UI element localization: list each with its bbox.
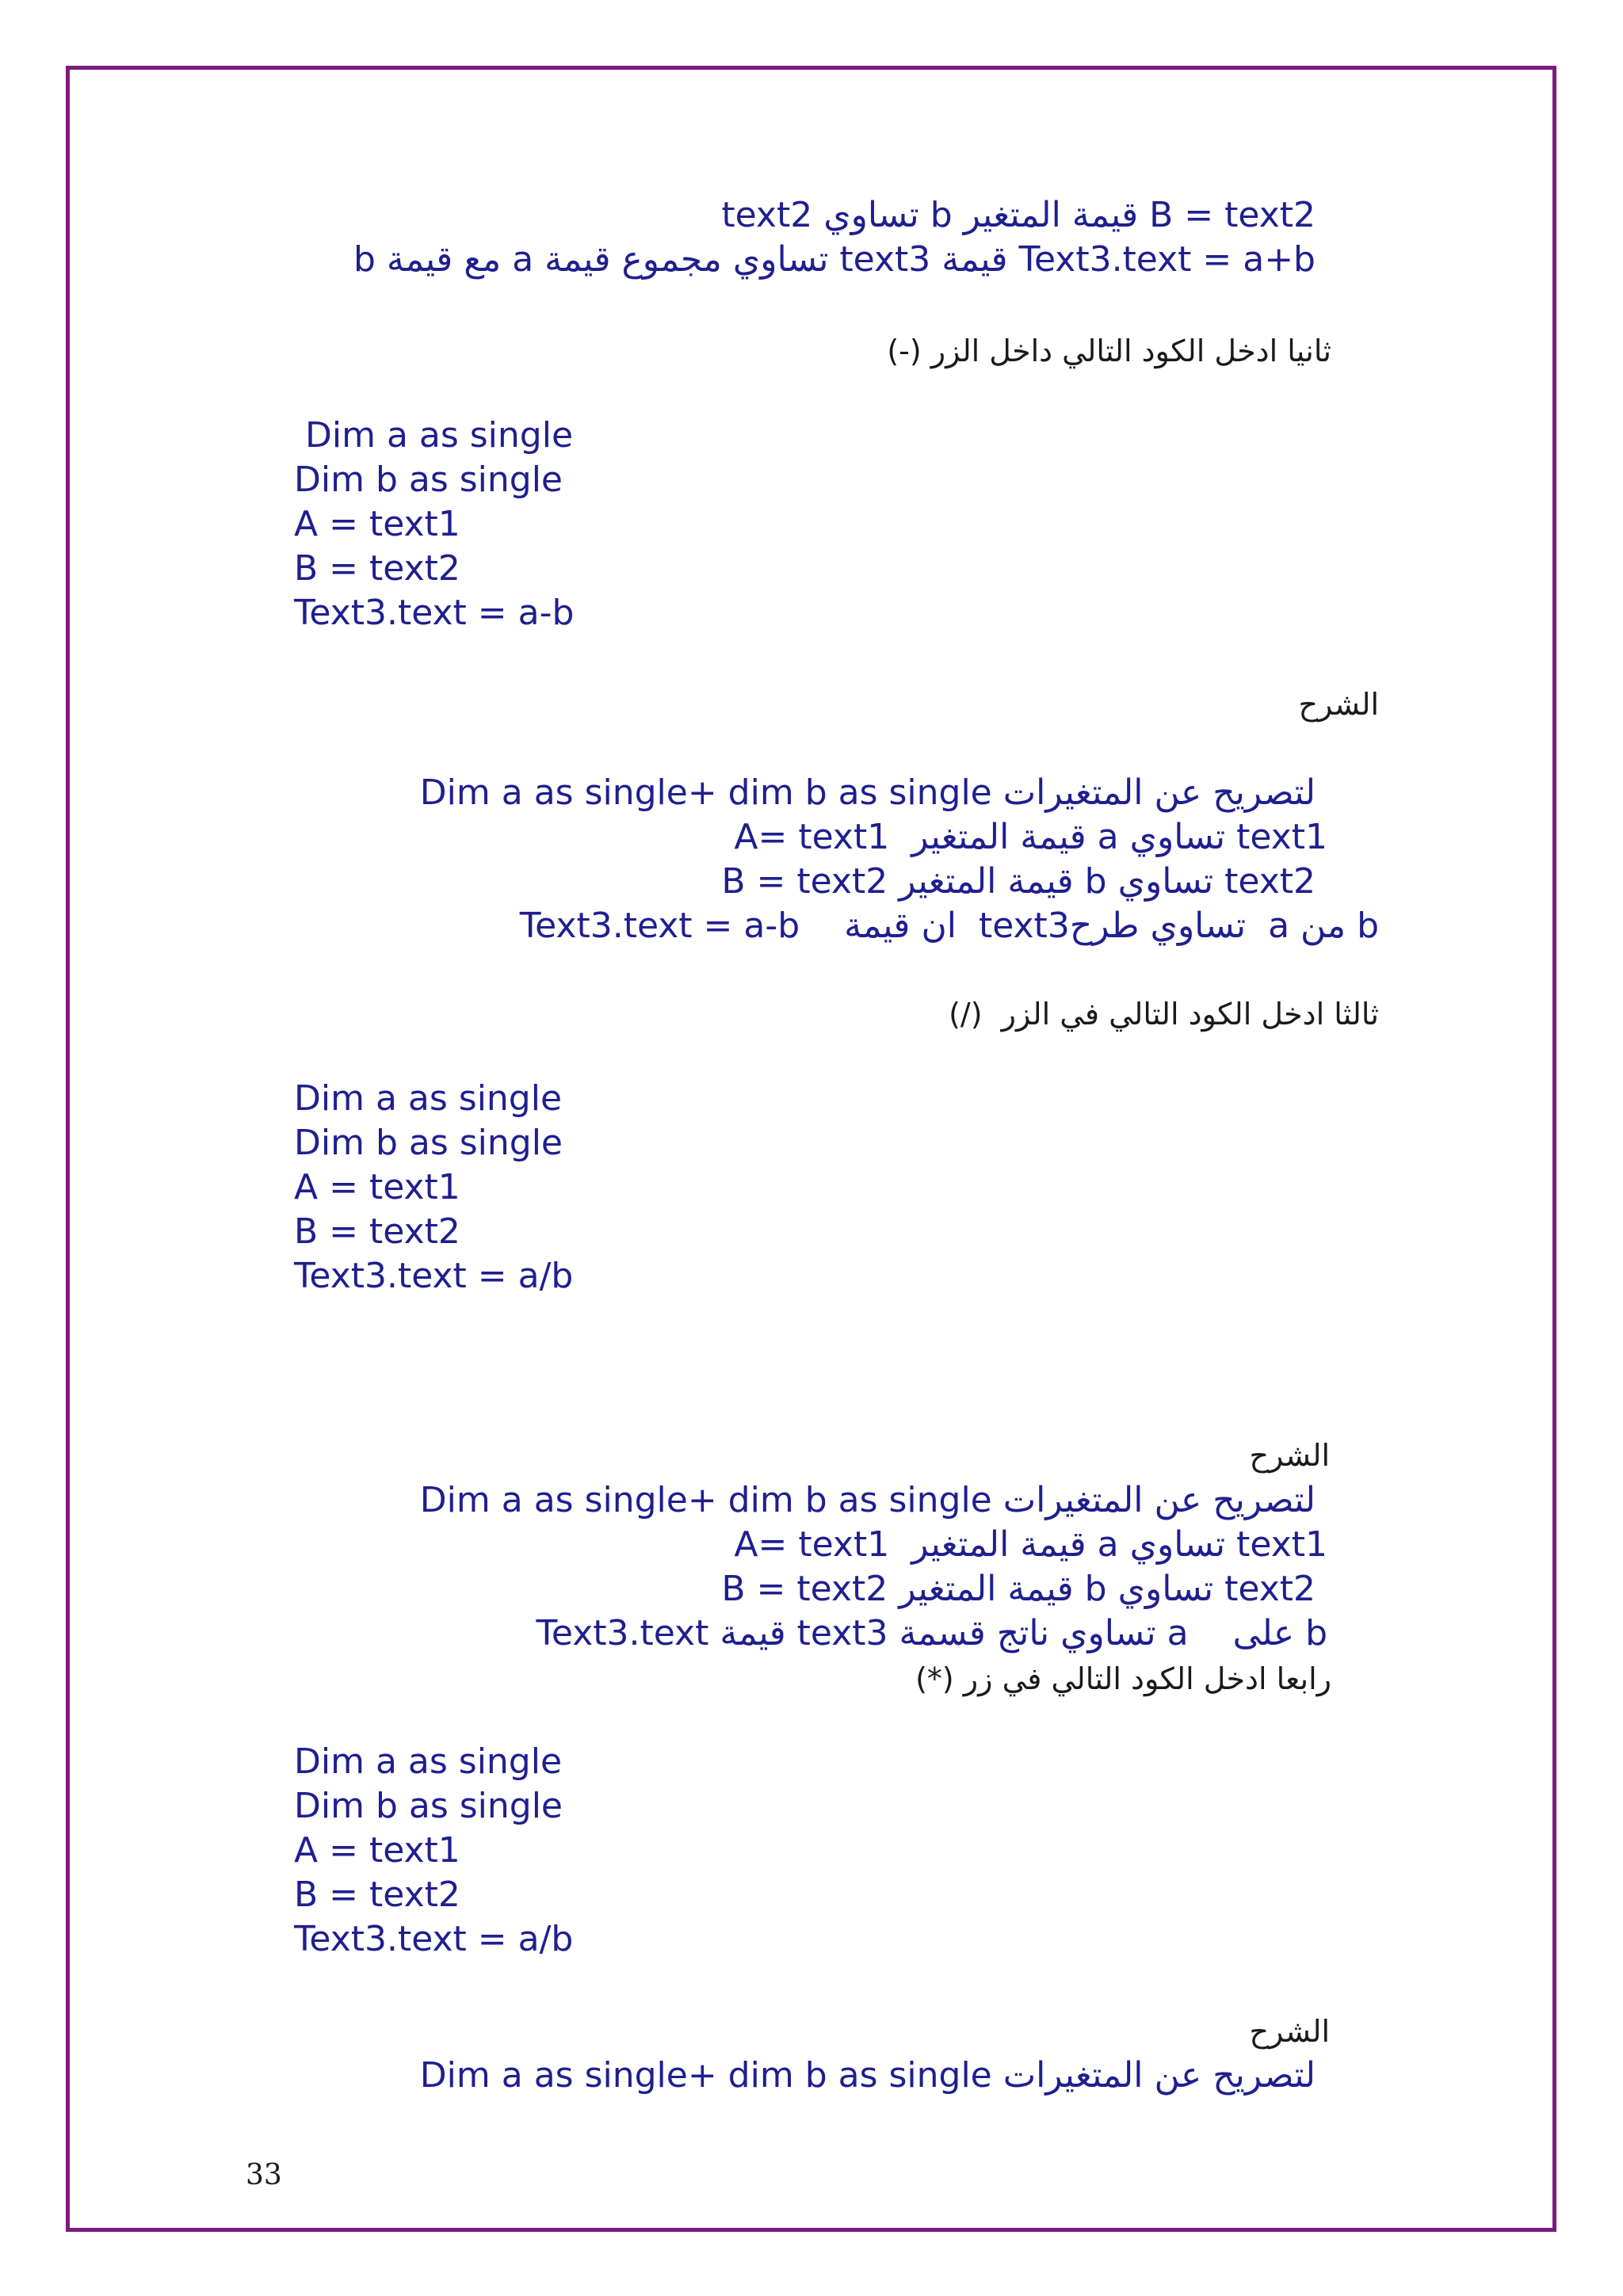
code-line: Dim a as single [294, 1078, 563, 1119]
code-line: B = text2 [294, 1211, 460, 1252]
section-minus-heading: ثانيا ادخل الكود التالي داخل الزر (-) [887, 334, 1331, 368]
explain-title: الشرح [1249, 2014, 1330, 2049]
intro-line-1: text2 تساوي b قيمة المتغير B = text2 [721, 195, 1316, 235]
page-border [66, 66, 1556, 2232]
code-line: Dim a as single [294, 415, 574, 456]
explain-title: الشرح [1298, 687, 1379, 722]
code-line: Text3.text = a-b [294, 593, 575, 633]
code-line: Text3.text = a/b [294, 1256, 574, 1296]
code-line: Dim a as single [294, 1741, 563, 1782]
code-line: B = text2 [294, 1875, 460, 1915]
explain-line: A= text1 قيمة المتغير a تساوي text1 [734, 817, 1327, 857]
explain-title: الشرح [1249, 1438, 1330, 1473]
code-line: A = text1 [294, 1167, 460, 1207]
explain-line: B = text2 قيمة المتغير b تساوي text2 [721, 1569, 1316, 1609]
code-line: A = text1 [294, 504, 460, 544]
code-line: Dim b as single [294, 1786, 563, 1826]
code-line: Dim b as single [294, 1123, 563, 1163]
code-line: Dim b as single [294, 460, 563, 500]
explain-line: B = text2 قيمة المتغير b تساوي text2 [721, 861, 1316, 902]
explain-line: A= text1 قيمة المتغير a تساوي text1 [734, 1524, 1327, 1565]
explain-line: Dim a as single+ dim b as single لتصريح عن المتغيرات [419, 1480, 1316, 1520]
section-divide-heading: ثالثا ادخل الكود التالي في الزر (/) [949, 997, 1379, 1032]
explain-line: Dim a as single+ dim b as single لتصريح عن المتغيرات [419, 2055, 1316, 2096]
explain-line: Dim a as single+ dim b as single لتصريح عن المتغيرات [419, 772, 1316, 813]
explain-line: Text3.text قيمة text3 تساوي ناتج قسمة a على b [536, 1613, 1327, 1653]
code-line: B = text2 [294, 548, 460, 589]
section-multiply-heading: رابعا ادخل الكود التالي في زر (*) [915, 1661, 1331, 1696]
code-line: A = text1 [294, 1830, 460, 1871]
intro-line-2: b مع قيمة a تساوي مجموع قيمة text3 قيمة Text3.text = a+b [353, 239, 1316, 280]
page-number: 33 [246, 2159, 282, 2191]
explain-line: Text3.text = a-b ان قيمة text3تساوي طرح a من b [519, 906, 1379, 946]
code-line: Text3.text = a/b [294, 1919, 574, 1959]
